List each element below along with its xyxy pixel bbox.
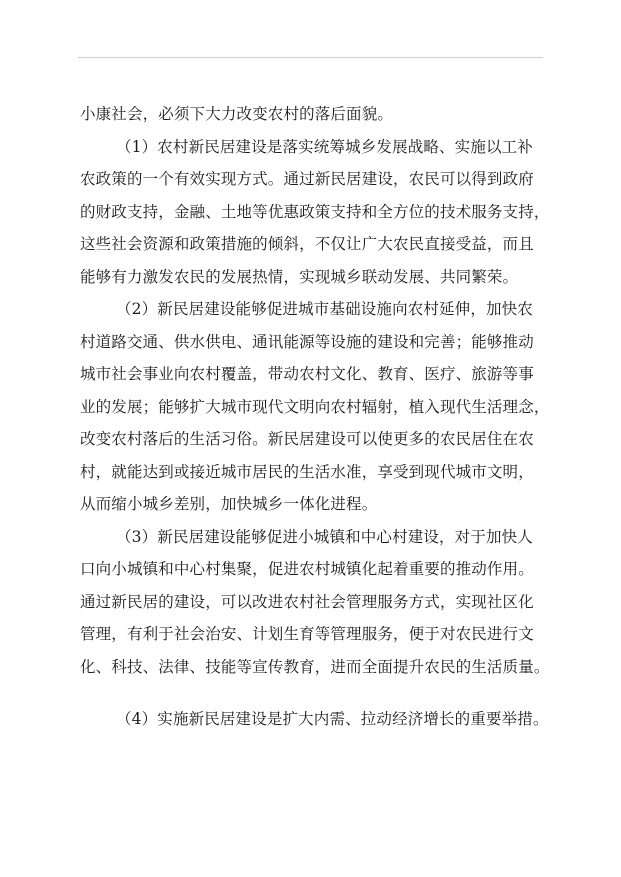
- paragraph-3-start: （3）新民居建设能够促进小城镇和中心村建设，对于加快人: [116, 527, 533, 546]
- header-rule: [78, 57, 543, 58]
- text-line: 农政策的一个有效实现方式。通过新民居建设，农民可以得到政府: [80, 170, 534, 188]
- text-line: 改变农村落后的生活习俗。新民居建设可以使更多的农民居住在农: [80, 430, 534, 448]
- text-line: 业的发展；能够扩大城市现代文明向农村辐射，植入现代生活理念，: [80, 397, 550, 416]
- text-line: 的财政支持，金融、土地等优惠政策支持和全方位的技术服务支持，: [80, 202, 550, 221]
- text-line: 村，就能达到或接近城市居民的生活水准，享受到现代城市文明，: [80, 462, 534, 481]
- text-line: 村道路交通、供水供电、通讯能源等设施的建设和完善；能够推动: [80, 332, 534, 351]
- text-line: 通过新民居的建设，可以改进农村社会管理服务方式，实现社区化: [80, 592, 534, 611]
- paragraph-gap: [80, 683, 550, 703]
- text-line: 口向小城镇和中心村集聚，促进农村城镇化起着重要的推动作用。: [80, 560, 534, 578]
- paragraph-1-start: （1）农村新民居建设是落实统筹城乡发展战略、实施以工补: [116, 137, 533, 156]
- text-line: 管理，有利于社会治安、计划生育等管理服务，便于对农民进行文: [80, 625, 534, 643]
- text-line: 城市社会事业向农村覆盖，带动农村文化、教育、医疗、旅游等事: [80, 365, 534, 383]
- paragraph-4-start: （4）实施新民居建设是扩大内需、拉动经济增长的重要举措。: [116, 710, 549, 728]
- text-line: 化、科技、法律、技能等宣传教育，进而全面提升农民的生活质量。: [80, 657, 550, 676]
- text-line: 能够有力激发农民的发展热情，实现城乡联动发展、共同繁荣。: [80, 267, 519, 286]
- text-line: 这些社会资源和政策措施的倾斜，不仅让广大农民直接受益，而且: [80, 235, 534, 253]
- text-line: 从而缩小城乡差别，加快城乡一体化进程。: [80, 495, 378, 513]
- paragraph-2-start: （2）新民居建设能够促进城市基础设施向农村延伸，加快农: [116, 300, 533, 318]
- document-body: [80, 98, 550, 736]
- text-line: 小康社会，必须下大力改变农村的落后面貌。: [80, 105, 394, 123]
